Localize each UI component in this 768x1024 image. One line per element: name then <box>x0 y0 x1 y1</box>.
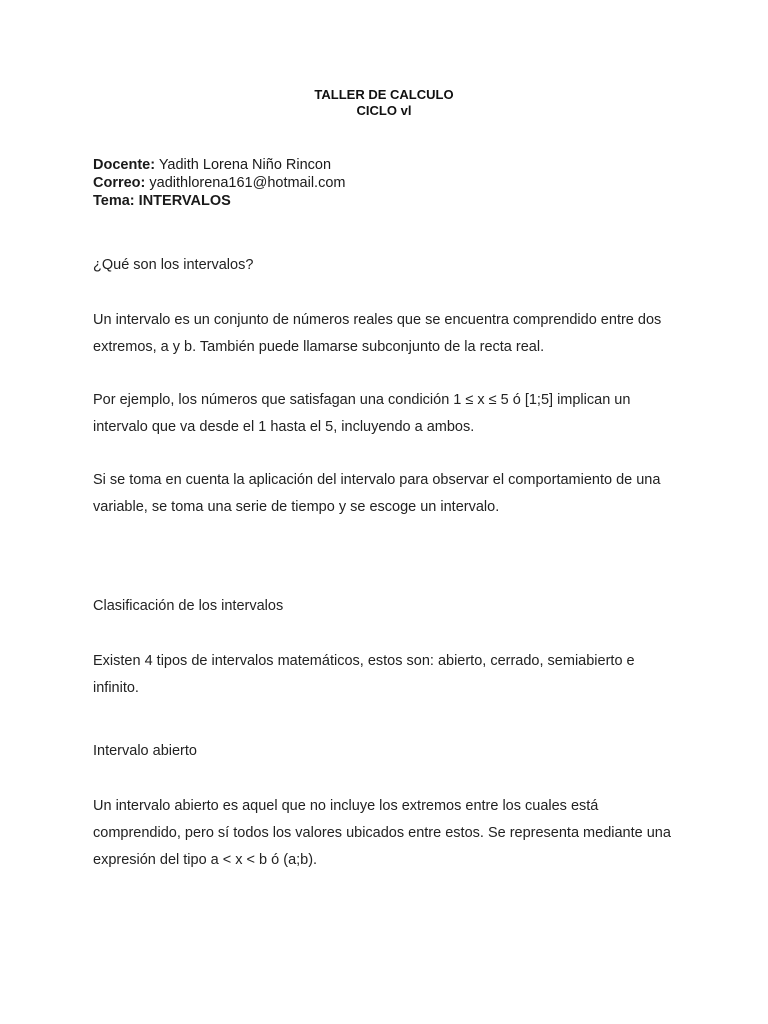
document-header <box>0 87 768 119</box>
docente-label: Docente: <box>93 157 156 173</box>
paragraph-open-interval: Un intervalo abierto es aquel que no incluye los extremos entre los cuales está comprendido, pero sí todos los valores ubicados entre estos. Se representa mediante una expresión del tipo a < x < b ó (a;b). <box>93 798 671 868</box>
tema-line <box>93 192 345 210</box>
section-heading-classification: Clasificación de los intervalos <box>93 598 284 614</box>
paragraph-application: Si se toma en cuenta la aplicación del intervalo para observar el comportamiento de una variable, se toma una serie de tiempo y se escoge un intervalo. <box>93 472 661 515</box>
section-heading-open-interval: Intervalo abierto <box>93 743 197 759</box>
correo-label: Correo: <box>93 175 146 191</box>
correo-value: yadithlorena161@hotmail.com <box>145 175 346 191</box>
paragraph-example: Por ejemplo, los números que satisfagan una condición 1 ≤ x ≤ 5 ó [1;5] implican un intervalo que va desde el 1 hasta el 5, incluyendo a ambos. <box>93 392 631 435</box>
correo-line <box>93 174 345 192</box>
document-subtitle: CICLO vl <box>356 103 412 118</box>
paragraph-types: Existen 4 tipos de intervalos matemáticos, estos son: abierto, cerrado, semiabierto e infinito. <box>93 653 635 696</box>
tema-label: Tema: <box>93 193 135 209</box>
section-question: ¿Qué son los intervalos? <box>93 257 254 273</box>
paragraph-definition: Un intervalo es un conjunto de números reales que se encuentra comprendido entre dos extremos, a y b. También puede llamarse subconjunto de la recta real. <box>93 312 662 355</box>
document-meta <box>93 156 345 210</box>
document-title: TALLER DE CALCULO <box>314 87 454 102</box>
docente-value: Yadith Lorena Niño Rincon <box>155 157 332 173</box>
docente-line <box>93 156 345 174</box>
tema-value: INTERVALOS <box>134 193 231 209</box>
